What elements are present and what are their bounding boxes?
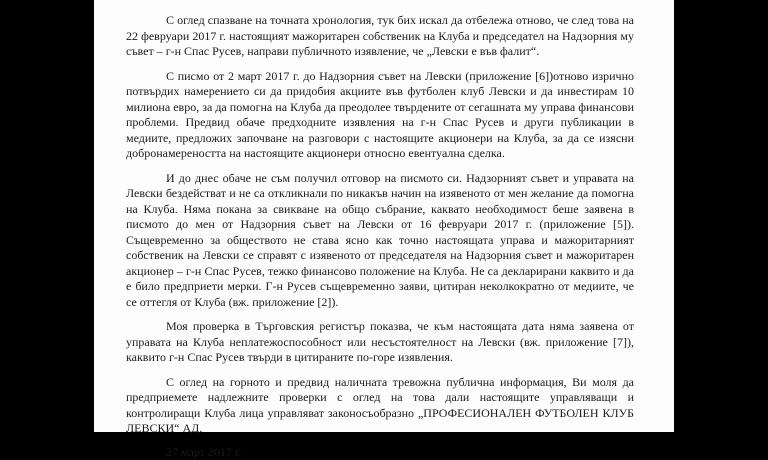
- document-body: [126, 13, 634, 460]
- paragraph-no-response: И до днес обаче не съм получил отговор на писмото си. Надзорният съвет и управата на Левски бездействат и не са откликнали по никакъв начин на изявеното от мен желание да помогна на Клуба. Няма покана за свикване на общо събрание, каквато необходимост беше заявена в писмото до мен от Надзорния съвет на Левски от 16 февруари 2017 г. (приложение [5]). Същевременно за обществото не става ясно как точно настоящата управа и мажоритарният собственик на Левски се справят с изявеното от председателя на Надзорния съвет и мажоритарен акционер – г-н Спас Русев, тежко финансово положение на Клуба. Не са декларирани каквито и да е било предприети мерки. Г-н Русев същевременно заяви, цитиран неколкократно от медиите, че се оттегля от Клуба (вж. приложение [2]).: [126, 171, 634, 311]
- document-date: 27 март 2017 г.: [126, 445, 634, 460]
- paragraph-request: С оглед на горното и предвид наличната тревожна публична информация, Ви моля да предприемете надлежните проверки с оглед на това дали настоящите управляващи и контролиращи Клуба лица управляват законосъобразно „ПРОФЕСИОНАЛЕН ФУТБОЛЕН КЛУБ ЛЕВСКИ“ АД.: [126, 375, 634, 437]
- paragraph-chronology: С оглед спазване на точната хронология, тук бих искал да отбележа отново, че след това на 22 февруари 2017 г. настоящият мажоритарен собственик на Клуба и председател на Надзорния му съвет – г-н Спас Русев, направи публичното изявление, че „Левски е във фалит“.: [126, 13, 634, 60]
- document-page: [94, 0, 674, 432]
- paragraph-letter: С писмо от 2 март 2017 г. до Надзорния съвет на Левски (приложение [6])отново изрично потвърдих намерението си да придобия акциите във футболен клуб Левски и да инвестирам 10 милиона евро, за да помогна на Клуба да преодолее твърдените от сегашната му управа финансови проблеми. Предвид обаче предходните изявления на г-н Спас Русев и други публикации в медиите, предложих започване на разговори с настоящите акционери на Клуба, за да се изясни добронамереността на настоящите акционери относно евентуална сделка.: [126, 69, 634, 162]
- paragraph-registry-check: Моя проверка в Търговския регистър показва, че към настоящата дата няма заявена от управата на Клуба неплатежоспособност или несъстоятелност на Левски (вж. приложение [7]), каквито г-н Спас Русев твърди в цитираните по-горе изявления.: [126, 319, 634, 366]
